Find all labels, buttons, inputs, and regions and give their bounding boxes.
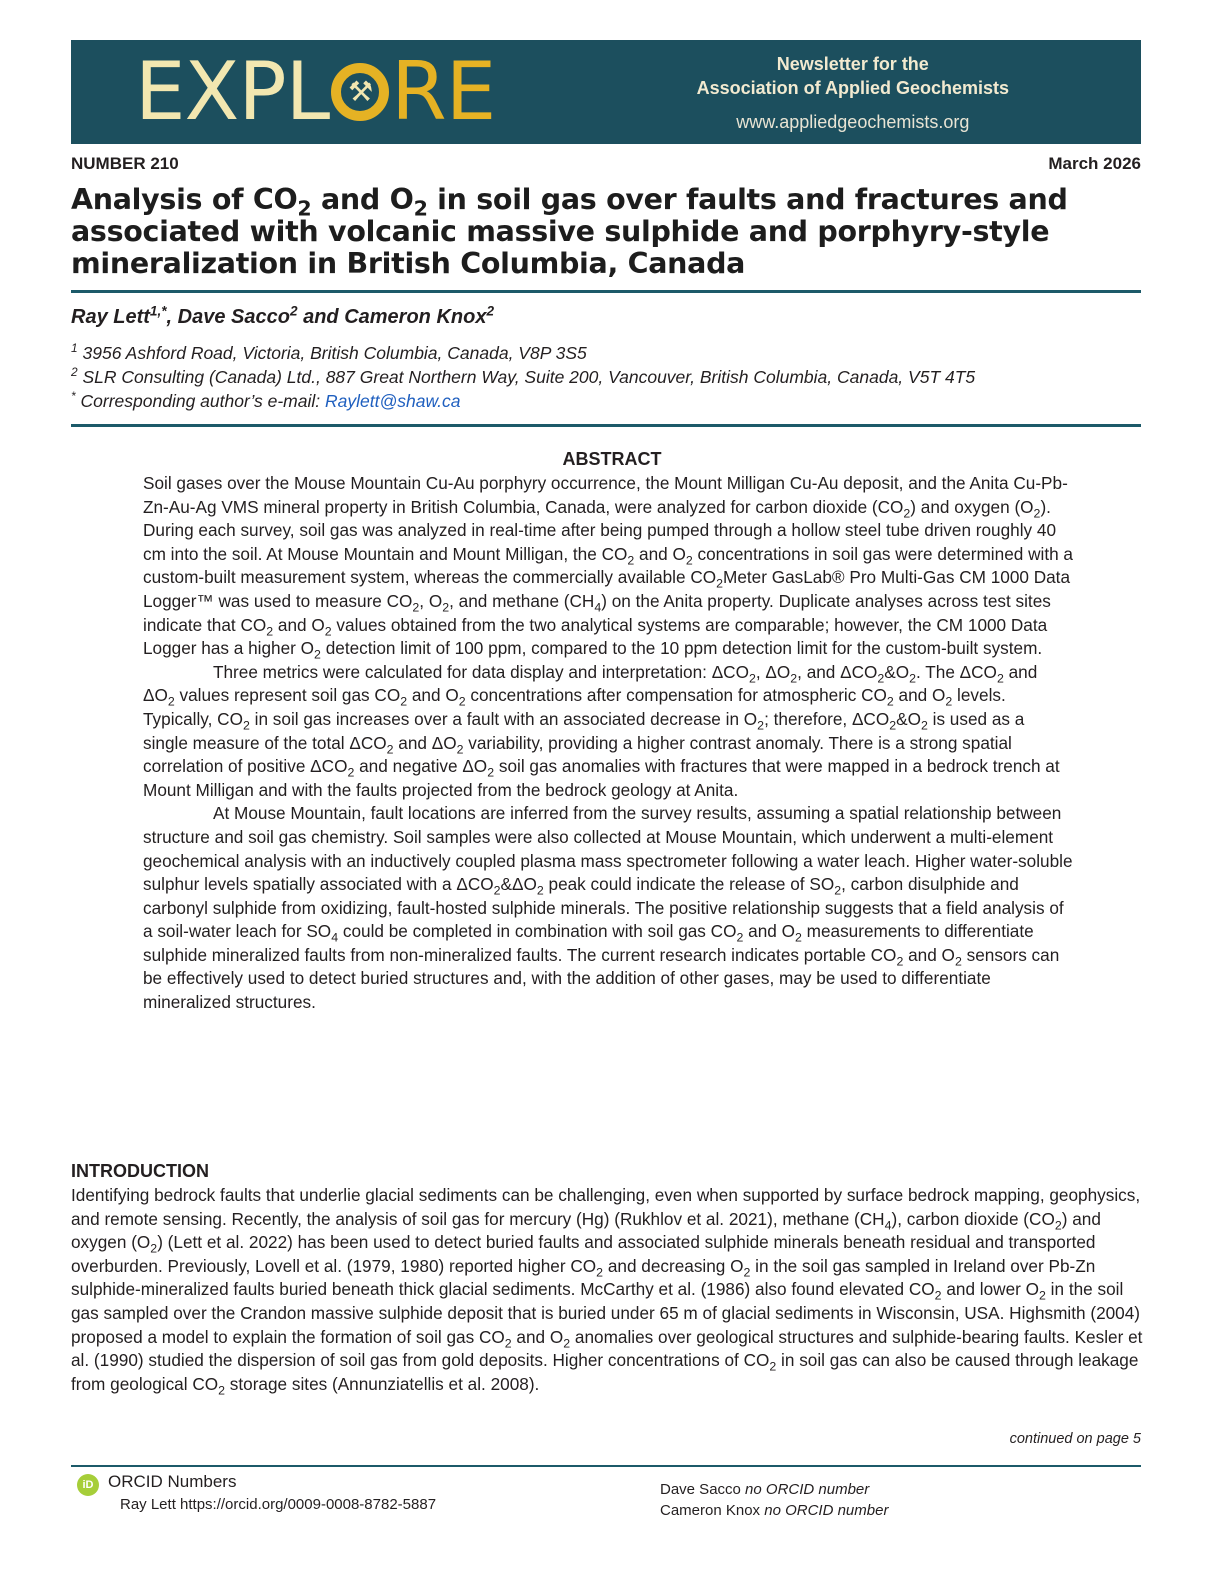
- footer-divider: [71, 1465, 1141, 1467]
- divider-bottom: [71, 424, 1141, 427]
- orcid-others: [660, 1479, 888, 1521]
- divider-top: [71, 290, 1141, 293]
- continued-note: continued on page 5: [1009, 1431, 1141, 1447]
- introduction-paragraph: Identifying bedrock faults that underlie glacial sediments can be challenging, even when supported by surface bedrock mapping, geophysics, and remote sensing. Recently, the analysis of soil gas for mercury (Hg) (Rukhlov et al. 2021), methane $(CH_4)$, carbon dioxide $(CO_2)$ and oxygen $(O_2)$ (Lett et al. 2022) has been used to detect buried faults and associated sulphide minerals beneath residual and transported overburden. Previously, Lovell et al. (1979, 1980) reported higher $CO_2$ and decreasing $O_2$ in the soil gas sampled in Ireland over Pb-Zn sulphide-mineralized faults buried beneath thick glacial sediments. McCarthy et al. (1986) also found elevated $CO_2$ and lower $O_2$ in the soil gas sampled over the Crandon massive sulphide deposit that is buried under 65 m of glacial sediments in Wisconsin, USA. Highsmith (2004) proposed a model to explain the formation of soil gas $CO_2$ and $O_2$ anomalies over geological structures and sulphide-bearing faults. Kesler et al. (1990) studied the dispersion of soil gas from gold deposits. Higher concentrations of $CO_2$ in soil gas can also be caused through leakage from geological $CO_2$ storage sites (Annunziatellis et al. 2008).: [71, 1185, 1143, 1398]
- affiliation-2: $^2$ SLR Consulting (Canada) Ltd., 887 Great Northern Way, Suite 200, Vancouver, British Columbia, Canada, V5T 4T5: [71, 365, 976, 387]
- email-link[interactable]: Raylett@shaw.ca: [325, 391, 461, 411]
- masthead-tagline: [697, 52, 1009, 134]
- author-dave-sacco: Dave Sacco$^2$: [177, 303, 298, 328]
- orcid-cameron-knox: Cameron Knox no ORCID number: [660, 1502, 889, 1519]
- article-title: Analysis of $CO_2$ and $O_2$ in soil gas over faults and fractures and associated with volcanic massive sulphide and porphyry-style mineralization in British Columbia, Canada: [71, 183, 1068, 280]
- orcid-ray-lett: Ray Lett https://orcid.org/0009-0008-8782-5887: [120, 1496, 437, 1513]
- orcid-heading: ORCID Numbers: [108, 1472, 237, 1491]
- orcid-icon: iD: [77, 1474, 99, 1496]
- issue-date: March 2026: [1048, 154, 1141, 173]
- introduction-heading: INTRODUCTION: [71, 1161, 209, 1181]
- affiliation-1: $^1$ 3956 Ashford Road, Victoria, British Columbia, Canada, V8P 3S5: [71, 341, 587, 363]
- abstract-paragraph-1: Soil gases over the Mouse Mountain Cu-Au porphyry occurrence, the Mount Milligan Cu-Au deposit, and the Anita Cu-Pb-Zn-Au-Ag VMS mineral property in British Columbia, Canada, were analyzed for carbon dioxide $(CO_2)$ and oxygen $(O_2)$. During each survey, soil gas was analyzed in real-time after being pumped through a hollow steel tube driven roughly 40 cm into the soil. At Mouse Mountain and Mount Milligan, the $CO_2$ and $O_2$ concentrations in soil gas were determined with a custom-built measurement system, whereas the commercially available $CO_2Meter$ GasLab® Pro Multi-Gas CM 1000 Data Logger™ was used to measure $CO_2$, $O_2$, and methane $(CH_4)$ on the Anita property. Duplicate analyses across test sites indicate that $CO_2$ and $O_2$ values obtained from the two analytical systems are comparable; however, the CM 1000 Data Logger has a higher $O_2$ detection limit of 100 ppm, compared to the 10 ppm detection limit for the custom-built system.: [143, 473, 1073, 662]
- newsletter-line-2: Association of Applied Geochemists: [696, 78, 1009, 98]
- newsletter-line-1: Newsletter for the: [776, 54, 929, 74]
- abstract-paragraph-3: At Mouse Mountain, fault locations are inferred from the survey results, assuming a spatial relationship between structure and soil gas chemistry. Soil samples were also collected at Mouse Mountain, which underwent a multi-element geochemical analysis with an inductively coupled plasma mass spectrometer following a water leach. Higher water-soluble sulphur levels spatially associated with a $\Delta CO_2\&\Delta O_2$ peak could indicate the release of $SO_2$, carbon disulphide and carbonyl sulphide from oxidizing, fault-hosted sulphide minerals. The positive relationship suggests that a field analysis of a soil-water leach for $SO_4$ could be completed in combination with soil gas $CO_2$ and $O_2$ measurements to differentiate sulphide mineralized faults from non-mineralized faults. The current research indicates portable $CO_2$ and $O_2$ sensors can be effectively used to detect buried structures and, with the addition of other gases, may be used to differentiate mineralized structures.: [143, 803, 1073, 1013]
- website-link[interactable]: www.appliedgeochemists.org: [736, 112, 970, 132]
- affiliations: [71, 341, 975, 413]
- abstract-body: [143, 472, 1073, 1015]
- corresponding-author: * Corresponding author’s e-mail: Raylett@shaw.ca: [71, 389, 461, 411]
- author-ray-lett: Ray Lett$^{1,*}$: [71, 303, 167, 328]
- abstract-heading: ABSTRACT: [562, 449, 662, 469]
- masthead-banner: [71, 40, 1141, 144]
- abstract-paragraph-2: Three metrics were calculated for data display and interpretation: $\Delta CO_2$, $\Delta O_2$, and $\Delta CO_2\&O_2$. The $\Delta CO_2$ and $\Delta O_2$ values represent soil gas $CO_2$ and $O_2$ concentrations after compensation for atmospheric $CO_2$ and $O_2$ levels. Typically, $CO_2$ in soil gas increases over a fault with an associated decrease in $O_2$; therefore, $\Delta CO_2\&O_2$ is used as a single measure of the total $\Delta CO_2$ and $\Delta O_2$ variability, providing a higher contrast anomaly. There is a strong spatial correlation of positive $\Delta CO_2$ and negative $\Delta O_2$ soil gas anomalies with fractures that were mapped in a bedrock trench at Mount Milligan and with the faults projected from the bedrock geology at Anita.: [143, 661, 1060, 800]
- author-cameron-knox: Cameron Knox$^2$: [344, 303, 495, 328]
- orcid-dave-sacco: Dave Sacco no ORCID number: [660, 1481, 870, 1498]
- explore-logo: EXPL ⚒ RE: [135, 45, 496, 138]
- issue-number: NUMBER 210: [71, 154, 179, 173]
- author-list: Ray Lett$^{1,*}$, Dave Sacco$^2$ and Cameron Knox$^2$: [71, 303, 495, 328]
- compass-hammer-icon: ⚒: [331, 63, 389, 121]
